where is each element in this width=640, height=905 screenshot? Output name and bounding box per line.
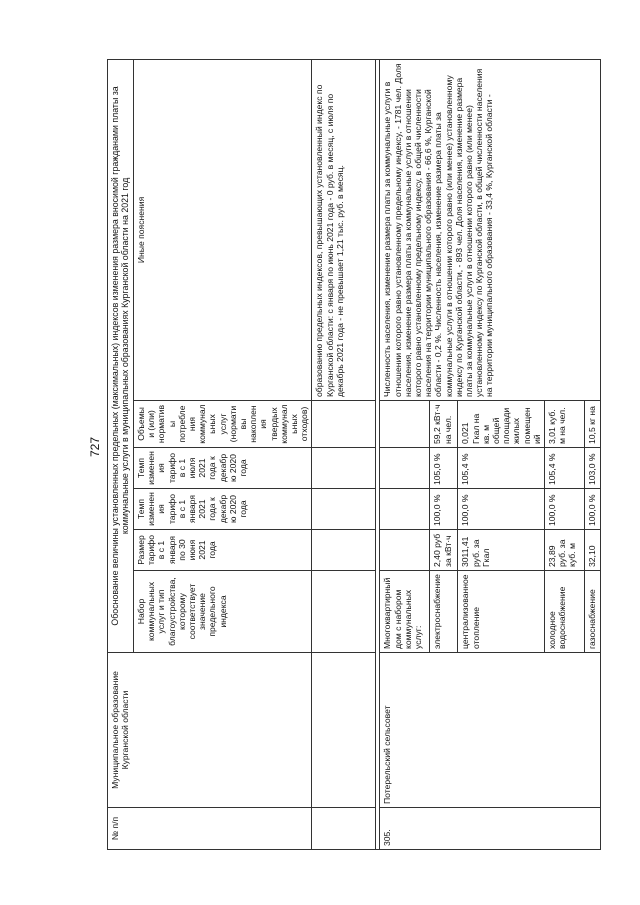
service-volume: 59,2 кВт·ч на чел. <box>430 401 458 448</box>
service-jul: 105,4 % <box>545 448 585 489</box>
service-jan: 100,0 % <box>458 489 545 530</box>
header-title: Обоснование величины установленных предельных (максимальных) индексов изменения размера вносимой гражданами платы за коммунальные услуги в муниципальных образованиях Курганской области на 2021 год <box>108 59 134 652</box>
service-jan: 100,0 % <box>585 489 601 530</box>
header-notes: Иные пояснения <box>134 59 312 400</box>
continuation-row <box>312 59 376 849</box>
service-name: газоснабжение <box>585 571 601 653</box>
header-row-1 <box>108 59 134 849</box>
row-305-header <box>380 59 430 849</box>
header-no: № п/п <box>108 808 312 850</box>
service-jan: 100,0 % <box>545 489 585 530</box>
service-name: централизованное отопление <box>458 571 545 653</box>
row-notes: Численность населения, изменение размера платы за коммунальные услуги в отношении которого равно установленному предельному индексу, - 1781 чел. Доля населения, изменение размера платы за коммунальные услуги в отношении которого равно установленному предельному индексу, в общей численности населения на территории муниципального образования - 66,6 %, Курганской области - 0,2 %. Численность населения, изменение размера платы за коммунальные услуги в отношении которого равно (или менее) установленному индексу по Курганской области, - 893 чел. Доля населения, изменение размера платы за коммунальные услуги в отношении которого равно (или менее) установленному индексу по Курганской области, в общей численности населения на территории муниципального образования - 33,4 %, Курганской области - <box>380 59 601 400</box>
service-name: холодное водоснабжение <box>545 571 585 653</box>
header-tariff-jan: Темп изменения тарифов с 1 января 2021 года к декабрю 2020 года <box>134 489 312 530</box>
service-tariff: 3011,41 руб. за Гкал <box>458 530 545 571</box>
row-number: 305. <box>380 808 601 850</box>
header-tariff-size: Размер тарифов с 1 января по 30 июня 2021 года <box>134 530 312 571</box>
page-number: 727 <box>88 436 102 458</box>
service-jul: 105,0 % <box>430 448 458 489</box>
service-volume: 0,021 Гкал на кв. м общей площади жилых помещений <box>458 401 545 448</box>
service-name: электроснабжение <box>430 571 458 653</box>
header-municipality: Муниципальное образование Курганской области <box>108 653 312 808</box>
service-volume: 10,5 кг на <box>585 401 601 448</box>
service-tariff: 2,40 руб за кВт·ч <box>430 530 458 571</box>
header-tariff-jul: Темп изменения тарифов с 1 июля 2021 года к декабрю 2020 года <box>134 448 312 489</box>
service-tariff: 23,89 руб. за куб. м <box>545 530 585 571</box>
service-jan: 100,0 % <box>430 489 458 530</box>
header-service-set: Набор коммунальных услуг и тип благоустройства, которому соответствует значение предельного индекса <box>134 571 312 653</box>
service-volume: 3,01 куб. м на чел. <box>545 401 585 448</box>
service-jul: 103,0 % <box>585 448 601 489</box>
service-jul: 105,4 % <box>458 448 545 489</box>
row-municipality: Потерельский сельсовет <box>380 653 601 808</box>
continuation-note: образованию предельных индексов, превышающих установленный индекс по Курганской области: с января по июнь 2021 года - 0 руб. в месяц, с июля по декабрь 2021 года - не превышает 1,21 тыс. руб. в месяц. <box>312 59 376 400</box>
justification-table <box>107 59 601 850</box>
housing-type: Многоквартирный дом с набором коммунальных услуг: <box>380 571 430 653</box>
rotated-document <box>107 60 631 850</box>
service-tariff: 32,10 <box>585 530 601 571</box>
header-volumes: Объемы и (или) нормативы потребления коммунальных услуг (нормативы накопления твердых коммунальных отходов) <box>134 401 312 448</box>
